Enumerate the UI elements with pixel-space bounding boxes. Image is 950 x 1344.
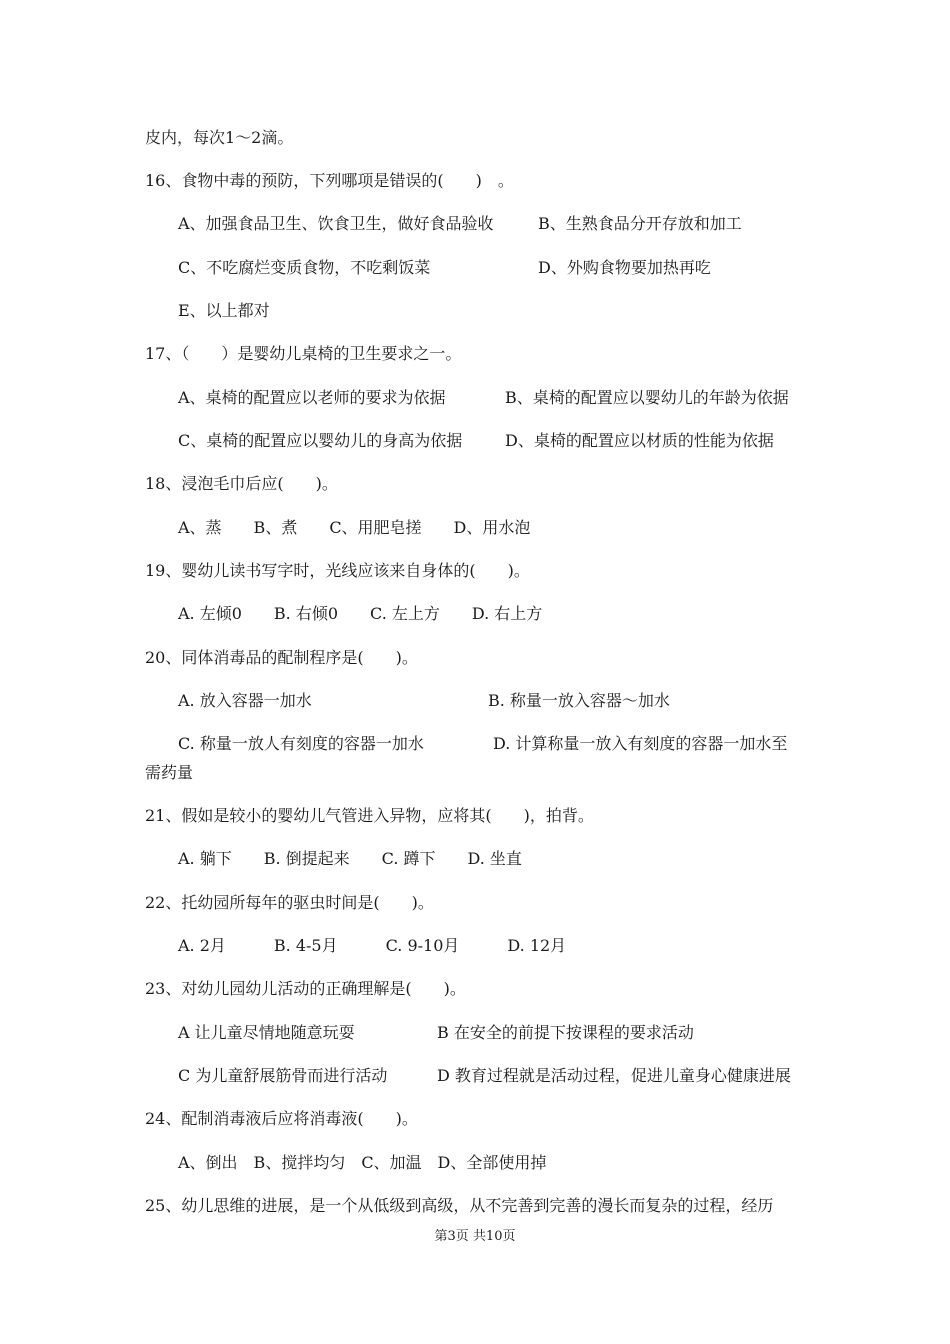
q22-options: A. 2月 B. 4-5月 C. 9-10月 D. 12月 [178,936,567,955]
q23-option-b: B 在安全的前提下按课程的要求活动 [437,1023,694,1042]
q17-option-a: A、桌椅的配置应以老师的要求为依据 [178,388,446,407]
q16-option-d: D、外购食物要加热再吃 [538,258,711,277]
q17-option-b: B、桌椅的配置应以婴幼儿的年龄为依据 [505,388,789,407]
q23-option-a: A 让儿童尽情地随意玩耍 [178,1023,355,1042]
q19-options: A. 左倾0 B. 右倾0 C. 左上方 D. 右上方 [178,604,543,623]
q23-option-d: D 教育过程就是活动过程，促进儿童身心健康进展 [437,1066,791,1085]
question-20: 20、同体消毒品的配制程序是( )。 [145,648,418,667]
question-16: 16、食物中毒的预防，下列哪项是错误的( ) 。 [145,171,514,190]
question-18: 18、浸泡毛巾后应( )。 [145,474,338,493]
q24-options: A、倒出 B、搅拌均匀 C、加温 D、全部使用掉 [178,1153,547,1172]
q16-option-e: E、以上都对 [178,301,270,320]
question-17: 17、（ ）是婴幼儿桌椅的卫生要求之一。 [145,344,462,363]
question-23: 23、对幼儿园幼儿活动的正确理解是( )。 [145,979,466,998]
q16-option-c: C、不吃腐烂变质食物，不吃剩饭菜 [178,258,431,277]
q16-option-a: A、加强食品卫生、饮食卫生，做好食品验收 [178,214,494,233]
q20-option-b: B. 称量一放入容器～加水 [488,691,670,710]
page-footer: 第3页 共10页 [434,1229,516,1244]
q23-option-c: C 为儿童舒展筋骨而进行活动 [178,1066,388,1085]
q21-options: A. 躺下 B. 倒提起来 C. 蹲下 D. 坐直 [178,849,522,868]
question-21: 21、假如是较小的婴幼儿气管进入异物，应将其( )，拍背。 [145,806,594,825]
q17-option-d: D、桌椅的配置应以材质的性能为依据 [505,431,774,450]
question-24: 24、配制消毒液后应将消毒液( )。 [145,1109,418,1128]
q20-option-d-continuation: 需药量 [145,763,194,782]
question-25: 25、幼儿思维的进展，是一个从低级到高级，从不完善到完善的漫长而复杂的过程，经历 [145,1196,774,1215]
question-19: 19、婴幼儿读书写字时，光线应该来自身体的( )。 [145,561,530,580]
q20-option-d: D. 计算称量一放入有刻度的容器一加水至 [493,734,788,753]
q18-options: A、蒸 B、煮 C、用肥皂搓 D、用水泡 [178,518,531,537]
q16-option-b: B、生熟食品分开存放和加工 [538,214,742,233]
q20-option-a: A. 放入容器一加水 [178,691,312,710]
q20-option-c: C. 称量一放人有刻度的容器一加水 [178,734,424,753]
intro-continuation: 皮内，每次1～2滴。 [145,128,294,147]
q17-option-c: C、桌椅的配置应以婴幼儿的身高为依据 [178,431,463,450]
question-22: 22、托幼园所每年的驱虫时间是( )。 [145,893,434,912]
